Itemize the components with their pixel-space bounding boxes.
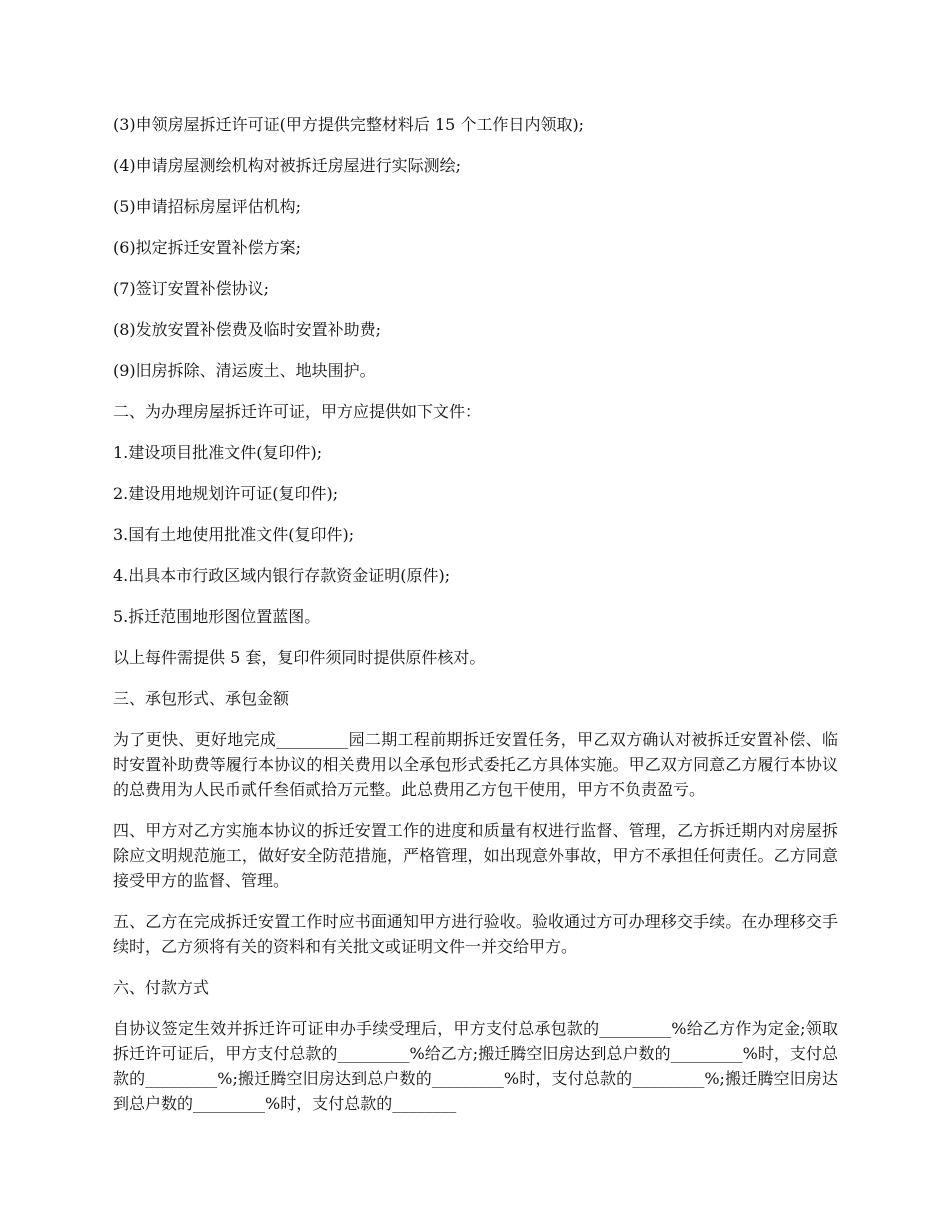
copies-note: 以上每件需提供 5 套，复印件须同时提供原件核对。 (113, 648, 486, 667)
contract-amount-paragraph: 为了更快、更好地完成_________园二期工程前期拆迁安置任务，甲乙双方确认对被拆迁安置补偿、临时安置补助费等履行本协议的相关费用以全承包形式委托乙方具体实施。甲乙双方同意乙方履行本协议的总费用为人民币贰仟叁佰贰拾万元整。此总费用乙方包干使用，甲方不负责盈亏。 (113, 730, 838, 799)
file-item-5: 5.拆迁范围地形图位置蓝图。 (113, 607, 321, 626)
file-item-2: 2.建设用地规划许可证(复印件); (113, 484, 339, 503)
section-heading-6: 六、付款方式 (113, 978, 210, 997)
file-item-3: 3.国有土地使用批准文件(复印件); (113, 525, 355, 544)
section-heading-3: 三、承包形式、承包金额 (113, 689, 290, 708)
list-item-9: (9)旧房拆除、清运废土、地块围护。 (113, 361, 376, 380)
list-item-3: (3)申领房屋拆迁许可证(甲方提供完整材料后 15 个工作日内领取); (113, 115, 585, 134)
payment-paragraph: 自协议签定生效并拆迁许可证申办手续受理后，甲方支付总承包款的_________%给乙方作为定金;领取拆迁许可证后，甲方支付总款的_________%给乙方;搬迁腾空旧房达到总户数的_________%时，支付总款的_________%;搬迁腾空旧房达到总户数的_________%时，支付总款的_________%;搬迁腾空旧房达到总户数的_________%时，支付总款的________ (113, 1019, 838, 1113)
section-heading-2: 二、为办理房屋拆迁许可证，甲方应提供如下文件： (113, 402, 482, 421)
document-body (113, 112, 838, 1132)
file-item-4: 4.出具本市行政区域内银行存款资金证明(原件); (113, 566, 451, 585)
file-item-1: 1.建设项目批准文件(复印件); (113, 443, 323, 462)
list-item-8: (8)发放安置补偿费及临时安置补助费; (113, 320, 382, 339)
list-item-6: (6)拟定拆迁安置补偿方案; (113, 238, 302, 257)
list-item-4: (4)申请房屋测绘机构对被拆迁房屋进行实际测绘; (113, 156, 462, 175)
supervision-paragraph: 四、甲方对乙方实施本协议的拆迁安置工作的进度和质量有权进行监督、管理，乙方拆迁期内对房屋拆除应文明规范施工，做好安全防范措施，严格管理，如出现意外事故，甲方不承担任何责任。乙方同意接受甲方的监督、管理。 (113, 821, 838, 890)
acceptance-paragraph: 五、乙方在完成拆迁安置工作时应书面通知甲方进行验收。验收通过方可办理移交手续。在办理移交手续时，乙方须将有关的资料和有关批文或证明文件一并交给甲方。 (113, 912, 838, 956)
list-item-7: (7)签订安置补偿协议; (113, 279, 270, 298)
list-item-5: (5)申请招标房屋评估机构; (113, 197, 302, 216)
